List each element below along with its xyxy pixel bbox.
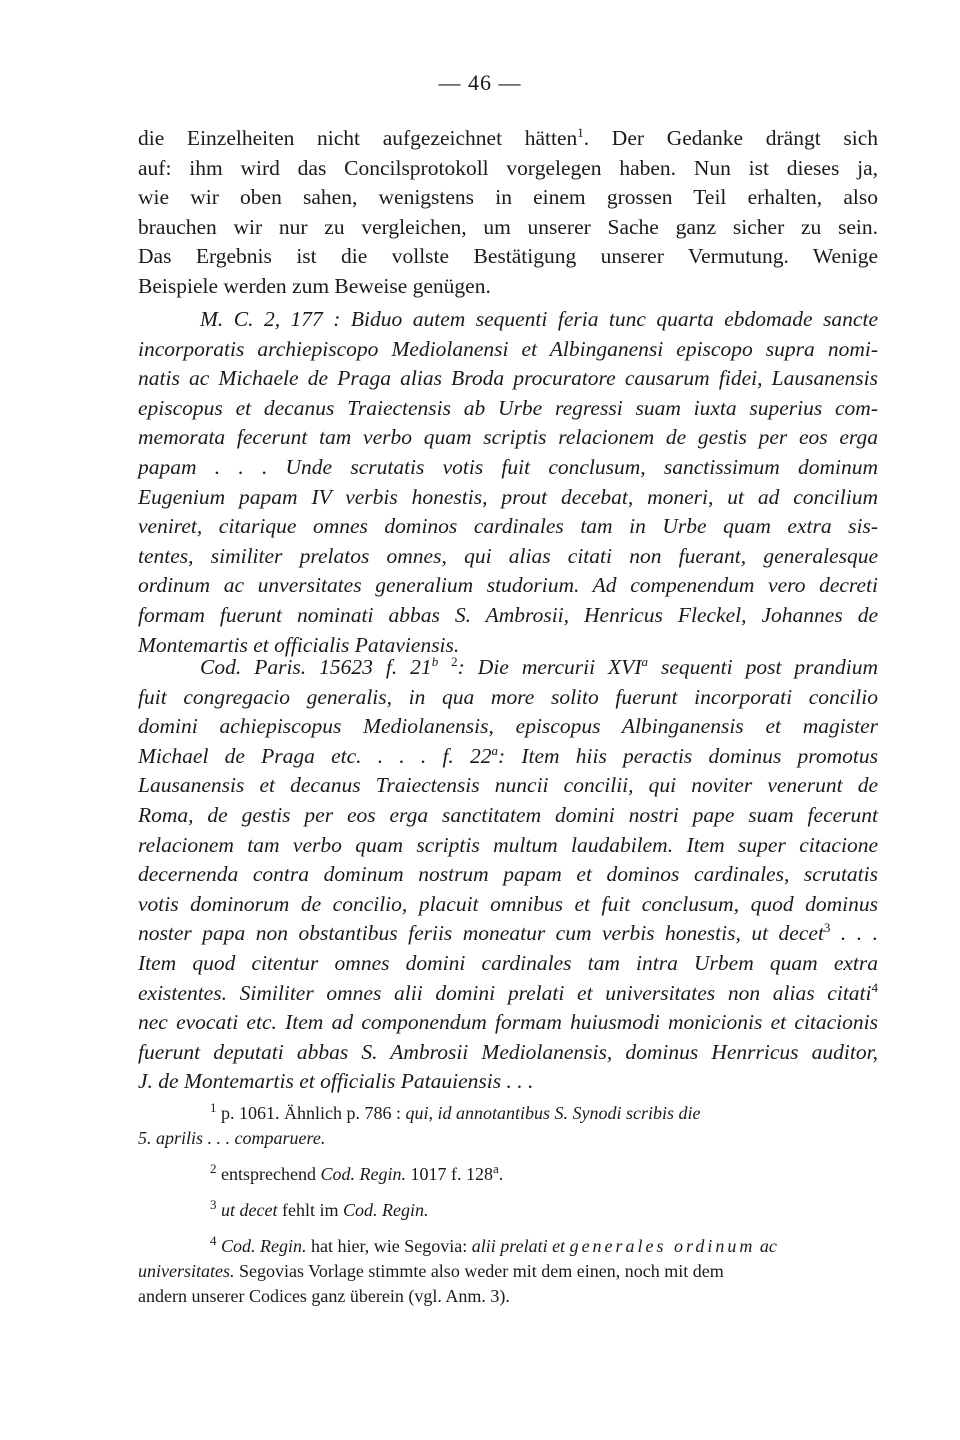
text-line: tentes, similiter prelatos omnes, qui alias citati non fuerant, generalesque [138,543,878,568]
text-line: M. C. 2, 177 : Biduo autem sequenti feria tunc quarta ebdomade sancte [200,307,878,331]
text-line: auf: ihm wird das Concilsprotokoll vorgelegen haben. Nun ist dieses ja, [138,155,878,180]
text-line: Item quod citentur omnes domini cardinales tam intra Urbem quam extra [138,950,878,975]
text-line: veniret, citarique omnes dominos cardinales tam in Urbe quam extra sis- [138,514,878,539]
footnote-ref: 4 [871,979,878,995]
text-line: relacionem tam verbo quam scriptis multum laudabilem. Item super citacione [138,832,878,857]
text-line: Eugenium papam IV verbis honestis, prout decebat, moneri, ut ad concilium [138,484,878,509]
text-line: episcopus et decanus Traiectensis ab Urbe regressi suam iuxta superius com- [138,395,878,420]
footnote-2: $^2$ entsprechend Cod. Regin. 1017 f. 128$^a$. [210,1161,504,1184]
footnote-number: 3 [210,1197,217,1212]
text-line: domini achiepiscopus Mediolanensis, episcopus Albinganensis et magister [138,714,878,739]
text-line: existentes. Similiter omnes alii domini prelati et universitates non alias citati$^4$ [138,979,878,1005]
quotation-mc [138,305,878,660]
text-line: Lausanensis et decanus Traiectensis nuncii concilii, qui noviter venerunt de [138,773,878,798]
text-line: Michael de Praga etc. . . . f. 22$^a$: Item hiis peractis dominus promotus [138,742,878,768]
text-line: Montemartis et officialis Pataviensis. [138,632,460,657]
text-line: natis ac Michaele de Praga alias Broda procuratore causarum fidei, Lausanensis [138,366,878,391]
text-line: J. de Montemartis et officialis Patauiensis . . . [138,1069,534,1094]
text-line: papam . . . Unde scrutatis votis fuit conclusum, sanctissimum dominum [138,454,878,479]
text-line: Cod. Paris. 15623 f. 21$^b$ $^2$: Die mercurii XVI$^a$ sequenti post prandium [200,653,879,679]
quotation-cod-paris [138,653,878,1097]
text-line: formam fuerunt nominati abbas S. Ambrosii, Henricus Fleckel, Johannes de [138,602,878,627]
text-line: decernenda contra dominum nostrum papam et dominos cardinales, scrutatis [138,862,878,887]
text-line: votis dominorum de concilio, placuit omnibus et fuit conclusum, quod dominus [138,891,878,916]
footnote-ref: 1 [577,124,584,140]
footnote-4: $^4$ Cod. Regin. hat hier, wie Segovia: alii prelati et generales ordinum ac universitates. Segovias Vorlage stimmte also weder mit dem einen, noch mit dem andern unserer Codices ganz überein (vgl. Anm. 3). [138,1233,777,1306]
text-line: memorata fecerunt tam verbo quam scriptis relacionem de gestis per eos erga [138,425,878,450]
footnote-1: $^1$ p. 1061. Ähnlich p. 786 : qui, id annotantibus S. Synodi scribis die 5. aprilis . . . comparuere. [138,1100,701,1148]
text-line: die Einzelheiten nicht aufgezeichnet hätten$^1$. Der Gedanke drängt sich [138,124,878,150]
intro-paragraph [138,124,878,302]
text-line: brauchen wir nur zu vergleichen, um unserer Sache ganz sicher zu sein. [138,214,878,239]
text-line: nec evocati etc. Item ad componendum formam huiusmodi monicionis et citacionis [138,1010,878,1035]
text-line: noster papa non obstantibus feriis moneatur cum verbis honestis, ut decet$^3$ . . . [138,920,879,946]
page-number: — 46 — [438,70,522,95]
footnote-number: 1 [210,1100,217,1115]
text-line: wie wir oben sahen, wenigstens in einem grossen Teil erhalten, also [138,185,878,210]
footnote-3: $^3$ ut decet fehlt im Cod. Regin. [210,1197,429,1220]
text-line: Beispiele werden zum Beweise genügen. [138,273,491,298]
text-line: fuerunt deputati abbas S. Ambrosii Mediolanensis, dominus Henrricus auditor, [138,1039,878,1064]
footnote-ref: 3 [823,920,831,936]
footnote-ref: 2 [451,653,458,669]
text-line: Das Ergebnis ist die vollste Bestätigung unserer Vermutung. Wenige [138,244,878,269]
text-line: ordinum ac unversitates generalium studorium. Ad compenendum vero decreti [138,573,878,598]
footnote-number: 4 [210,1233,217,1248]
text-line: Roma, de gestis per eos erga sanctitatem domini nostri pape suam fecerunt [138,802,878,827]
text-line: fuit congregacio generalis, in qua more solito fuerunt incorporati concilio [138,684,878,709]
text-line: incorporatis archiepiscopo Mediolanensi et Albinganensi episcopo supra nomi- [138,336,878,361]
footnotes [138,1101,878,1320]
footnote-number: 2 [210,1161,217,1176]
